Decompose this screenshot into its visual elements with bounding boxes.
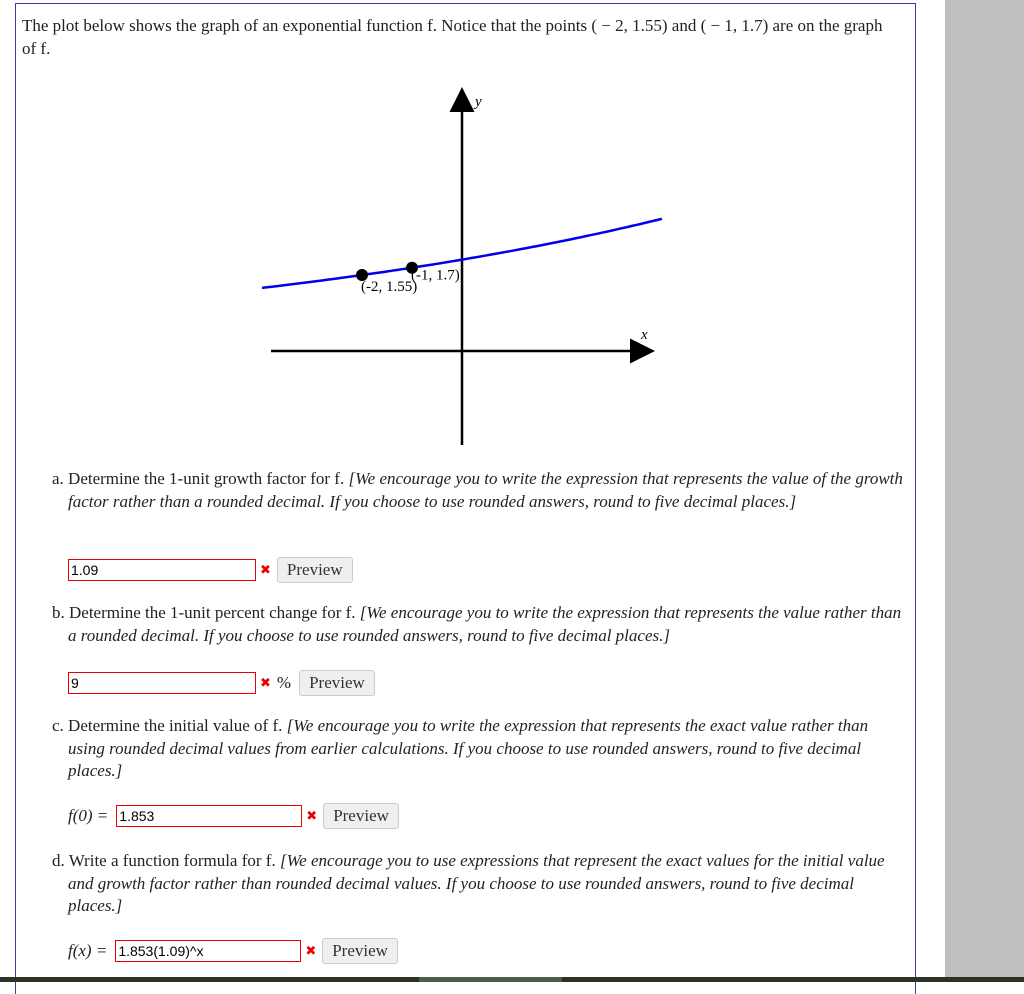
y-axis-label: y [475, 94, 482, 110]
x-axis-label: x [641, 327, 648, 343]
incorrect-icon: ✖ [306, 808, 318, 824]
side-panel [945, 0, 1024, 982]
answer-row [68, 803, 399, 829]
answer-label: f(x) = [68, 941, 108, 960]
incorrect-icon: ✖ [305, 943, 317, 959]
answer-row [68, 938, 398, 964]
answer-row [68, 557, 353, 583]
function-graph [250, 80, 680, 450]
preview-button[interactable]: Preview [299, 670, 375, 696]
problem-intro: The plot below shows the graph of an exponential function f. Notice that the points ( − 2, 1.55) and ( − 1, 1.7) are on the graph of f. [22, 16, 883, 58]
question-hint: [We encourage you to use expressions that represent the exact values for the initial value and growth factor rather than rounded decimal values. If you choose to use rounded answers, round to five decimal places.] [68, 851, 885, 915]
question-hint: [We encourage you to write the expression that represents the exact value rather than using rounded decimal values from earlier calculations. If you choose to use rounded answers, round to five decimal places.] [68, 716, 869, 780]
incorrect-icon: ✖ [260, 562, 271, 578]
percent-suffix: % [276, 673, 292, 692]
preview-button[interactable]: Preview [323, 803, 399, 829]
question-c [52, 715, 908, 783]
question-d [52, 850, 908, 918]
answer-input[interactable]: 9 [68, 672, 256, 694]
question-a [52, 468, 908, 513]
preview-button[interactable]: Preview [322, 938, 398, 964]
question-hint: [We encourage you to write the expression that represents the value rather than a rounded decimal. If you choose to use rounded answers, round to five decimal places.] [68, 603, 902, 645]
point-label: (-2, 1.55) [361, 279, 418, 296]
question-prompt: b. Determine the 1-unit percent change for f. [52, 603, 360, 622]
preview-button[interactable]: Preview [277, 557, 353, 583]
answer-input[interactable]: 1.853(1.09)^x [115, 940, 301, 962]
answer-input[interactable]: 1.09 [68, 559, 256, 581]
answer-input[interactable]: 1.853 [116, 805, 302, 827]
question-b [52, 602, 908, 647]
question-hint: [We encourage you to write the expression that represents the value of the growth factor rather than a rounded decimal. If you choose to use rounded answers, round to five decimal places.] [68, 469, 903, 511]
question-prompt: c. Determine the initial value of f. [52, 716, 287, 735]
question-prompt: a. Determine the 1-unit growth factor for f. [52, 469, 349, 488]
answer-label: f(0) = [68, 806, 109, 825]
scrollbar-thumb[interactable] [419, 977, 562, 982]
answer-row [68, 670, 375, 696]
incorrect-icon: ✖ [260, 675, 271, 691]
point-label: (-1, 1.7) [411, 267, 460, 284]
horizontal-scrollbar[interactable] [0, 977, 1024, 982]
question-prompt: d. Write a function formula for f. [52, 851, 280, 870]
